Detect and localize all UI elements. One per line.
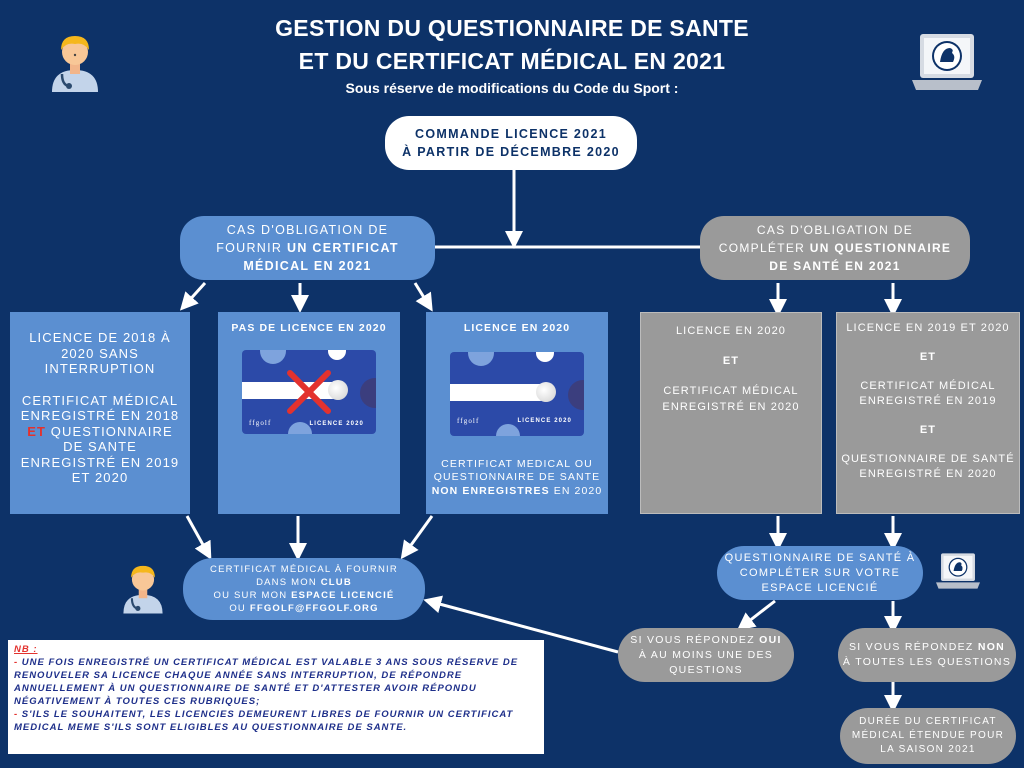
start-node bbox=[385, 116, 637, 170]
case-box-certificat-2019 bbox=[836, 312, 1020, 514]
note-box bbox=[8, 640, 544, 754]
branch-questionnaire-line-2-bold: UN QUESTIONNAIRE bbox=[809, 241, 952, 255]
questionnaire-step bbox=[717, 546, 923, 600]
answer-no-line-2: À TOUTES LES QUESTIONS bbox=[842, 656, 1012, 668]
note-item-1: UNE FOIS ENREGISTRÉ UN CERTIFICAT MÉDICAL EST VALABLE 3 ANS SOUS RÉSERVE DE RENOUVELER SA LICENCE CHAQUE ANNÉE SANS INTERRUPTION, DE RÉPONDRE ANNUELLEMENT À UN QUESTIONNAIRE DE SANTÉ ET D'ATTESTER AVOIR RÉPONDU NÉGATIVEMENT À TOUTES CES RUBRIQUES; bbox=[14, 657, 519, 707]
final-line-1: DURÉE DU CERTIFICAT bbox=[859, 716, 997, 727]
laptop-rooster-icon bbox=[912, 32, 982, 92]
title-line-2: ET DU CERTIFICAT MÉDICAL EN 2021 bbox=[298, 48, 726, 74]
branch-certificat-line-2: FOURNIR bbox=[216, 241, 287, 255]
questionnaire-step-line-1: QUESTIONNAIRE DE SANTÉ À bbox=[724, 551, 916, 564]
case-box-certificat-2020 bbox=[640, 312, 822, 514]
case-box-licence-2020 bbox=[426, 312, 608, 514]
result-left-line-4: OU bbox=[229, 603, 250, 614]
case-box-continuous-licence bbox=[10, 312, 190, 514]
note-dash: - bbox=[14, 709, 19, 720]
questionnaire-step-line-2: COMPLÉTER SUR VOTRE bbox=[739, 566, 901, 579]
box5-line-4: QUESTIONNAIRE DE SANTÉ bbox=[841, 453, 1015, 465]
cross-icon bbox=[285, 368, 333, 416]
box1-line-4: CERTIFICAT MÉDICAL bbox=[21, 392, 179, 408]
answer-yes-line-3: QUESTIONS bbox=[669, 663, 743, 676]
branch-questionnaire-line-1: CAS D'OBLIGATION DE bbox=[756, 223, 914, 237]
result-left-line-3-bold: ESPACE LICENCIÉ bbox=[291, 590, 395, 601]
answer-yes-line-1-bold: OUI bbox=[759, 633, 782, 646]
box1-line-5: ENREGISTRÉ EN 2018 bbox=[20, 408, 180, 423]
card-brand: ffgolf bbox=[249, 419, 272, 427]
doctor-icon bbox=[48, 32, 102, 92]
licence-card-crossed bbox=[242, 350, 376, 434]
card-brand: ffgolf bbox=[457, 417, 480, 425]
branch-certificat bbox=[180, 216, 435, 280]
arrow-box3-result bbox=[406, 516, 432, 552]
box1-line-3: INTERRUPTION bbox=[44, 361, 156, 376]
box1-line-8: ENREGISTRÉ EN 2019 bbox=[20, 454, 180, 470]
result-left-line-2: DANS MON bbox=[256, 577, 321, 588]
box1-line-7: DE SANTE bbox=[63, 439, 137, 454]
answer-no-line-1: SI VOUS RÉPONDEZ bbox=[848, 641, 978, 653]
answer-no-line-1-bold: NON bbox=[977, 641, 1006, 653]
box4-line-1: LICENCE EN 2020 bbox=[675, 325, 787, 337]
box5-line-2: CERTIFICAT MÉDICAL bbox=[860, 380, 996, 392]
box5-line-5: ENREGISTRÉ EN 2020 bbox=[859, 468, 997, 480]
box2-title: PAS DE LICENCE EN 2020 bbox=[231, 322, 387, 334]
page-title bbox=[200, 12, 824, 78]
answer-yes bbox=[618, 628, 794, 682]
arrow-to-box1 bbox=[186, 283, 205, 304]
doctor-icon bbox=[120, 562, 166, 614]
branch-questionnaire-line-2: COMPLÉTER bbox=[718, 241, 810, 255]
box3-line-1: CERTIFICAT MEDICAL OU bbox=[441, 457, 593, 470]
branch-certificat-line-2-bold: UN CERTIFICAT bbox=[287, 241, 399, 255]
box3-line-3-bold: NON ENREGISTRES bbox=[431, 484, 550, 497]
box5-line-3: ENREGISTRÉ EN 2019 bbox=[859, 395, 997, 407]
arrow-to-box3 bbox=[415, 283, 428, 304]
box5-et-1: ET bbox=[919, 351, 937, 363]
title-line-1: GESTION DU QUESTIONNAIRE DE SANTE bbox=[275, 15, 749, 41]
answer-yes-line-1: SI VOUS RÉPONDEZ bbox=[630, 633, 760, 646]
box3-line-2: QUESTIONNAIRE DE SANTE bbox=[433, 471, 601, 483]
branch-certificat-line-1: CAS D'OBLIGATION DE bbox=[226, 223, 389, 237]
result-left-line-1: CERTIFICAT MÉDICAL À FOURNIR bbox=[210, 564, 398, 575]
answer-no bbox=[838, 628, 1016, 682]
result-left-line-4-bold: FFGOLF@FFGOLF.ORG bbox=[249, 603, 379, 614]
arrow-box1-result bbox=[187, 516, 207, 552]
branch-questionnaire bbox=[700, 216, 970, 280]
start-line-2: À PARTIR DE DÉCEMBRE 2020 bbox=[402, 145, 620, 159]
box3-line-3: EN 2020 bbox=[549, 484, 603, 497]
box5-et-2: ET bbox=[919, 424, 937, 436]
card-label: LICENCE 2020 bbox=[309, 421, 364, 427]
result-left-line-2-bold: CLUB bbox=[320, 577, 352, 588]
laptop-rooster-icon bbox=[936, 552, 980, 590]
box1-line-6: QUESTIONNAIRE bbox=[46, 423, 173, 439]
result-left-line-3: OU SUR MON bbox=[213, 590, 292, 601]
branch-certificat-line-3: MÉDICAL EN 2021 bbox=[243, 259, 372, 273]
box1-et: ET bbox=[27, 423, 47, 439]
answer-yes-line-2: À AU MOINS UNE DES bbox=[638, 648, 774, 661]
card-label: LICENCE 2020 bbox=[517, 418, 572, 424]
box4-et: ET bbox=[722, 355, 740, 367]
note-title: NB : bbox=[14, 644, 38, 655]
licence-card bbox=[450, 352, 584, 436]
questionnaire-step-line-3: ESPACE LICENCIÉ bbox=[761, 581, 879, 594]
note-item-2: S'ILS LE SOUHAITENT, LES LICENCIES DEMEURENT LIBRES DE FOURNIR UN CERTIFICAT MEDICAL MEME S'ILS SONT ELIGIBLES AU QUESTIONNAIRE DE SANTE. bbox=[14, 709, 514, 733]
box1-line-9: ET 2020 bbox=[71, 470, 129, 485]
note-dash: - bbox=[14, 657, 19, 668]
case-box-no-licence bbox=[218, 312, 400, 514]
box1-line-1: LICENCE DE 2018 À bbox=[29, 330, 171, 345]
arrow-q-yes bbox=[744, 601, 775, 625]
box4-line-3: ENREGISTRÉ EN 2020 bbox=[662, 401, 800, 413]
final-extended-certificate bbox=[840, 708, 1016, 764]
branch-questionnaire-line-3: DE SANTÉ EN 2021 bbox=[769, 259, 901, 273]
result-certificat-a-fournir bbox=[183, 558, 425, 620]
box1-line-2: 2020 SANS bbox=[61, 345, 139, 361]
box4-line-2: CERTIFICAT MÉDICAL bbox=[663, 385, 799, 397]
final-line-2: MÉDICAL ÉTENDUE POUR bbox=[851, 730, 1005, 741]
box5-line-1: LICENCE EN 2019 ET 2020 bbox=[846, 322, 1010, 334]
page-subtitle: Sous réserve de modifications du Code du Sport : bbox=[345, 80, 679, 96]
box3-title: LICENCE EN 2020 bbox=[463, 322, 571, 334]
start-line-1: COMMANDE LICENCE 2021 bbox=[415, 127, 607, 141]
final-line-3: LA SAISON 2021 bbox=[880, 744, 976, 755]
